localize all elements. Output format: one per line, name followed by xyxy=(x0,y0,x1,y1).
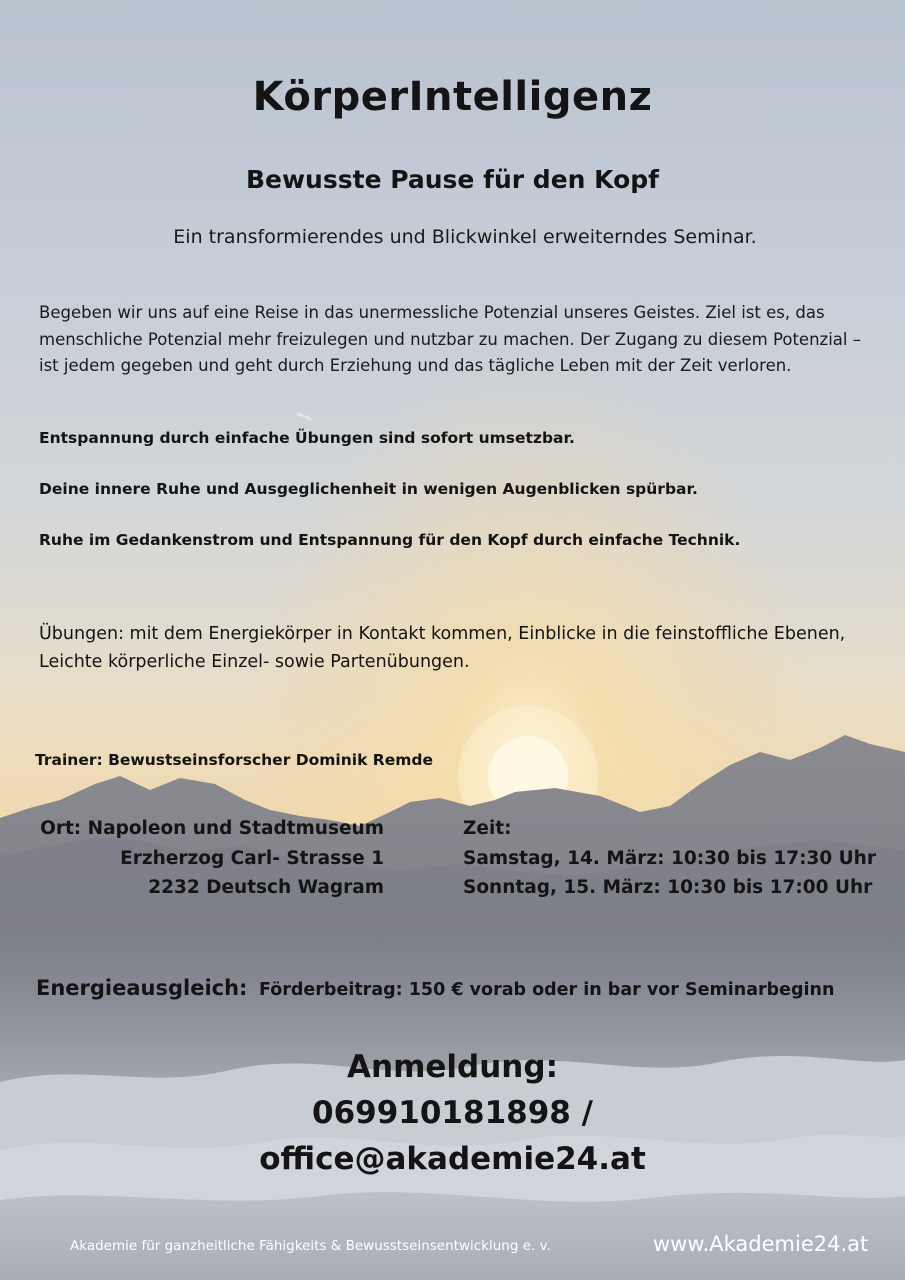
tagline: Ein transformierendes und Blickwinkel erweiterndes Seminar. xyxy=(173,226,757,248)
footer-organization: Akademie für ganzheitliche Fähigkeits & Bewusstseinsentwicklung e. v. xyxy=(70,1238,551,1254)
highlight-line: Ruhe im Gedankenstrom und Entspannung für den Kopf durch einfache Technik. xyxy=(39,531,741,549)
signup-email[interactable]: office@akademie24.at xyxy=(259,1141,646,1177)
time-block xyxy=(463,814,876,903)
subtitle: Bewusste Pause für den Kopf xyxy=(245,165,660,194)
location-street: Erzherzog Carl- Strasse 1 xyxy=(120,847,384,869)
time-label: Zeit: xyxy=(463,818,512,839)
pricing-label: Energieausgleich: xyxy=(36,976,248,1000)
location-block xyxy=(20,814,384,903)
highlight-line: Deine innere Ruhe und Ausgeglichenheit in wenigen Augenblicken spürbar. xyxy=(39,480,698,498)
intro-paragraph: Begeben wir uns auf eine Reise in das unermessliche Potenzial unseres Geistes. Ziel ist es, das menschliche Potenzial mehr freizulegen und nutzbar zu machen. Der Zugang zu diesem Potenzial – ist jedem gegeben und geht durch Erziehung und das tägliche Leben mit der Zeit verloren. xyxy=(39,303,861,375)
signup-phone[interactable]: 069910181898 / xyxy=(312,1095,593,1131)
signup-block xyxy=(0,1044,905,1182)
time-day-1: Samstag, 14. März: 10:30 bis 17:30 Uhr xyxy=(463,847,876,869)
exercises-paragraph: Übungen: mit dem Energiekörper in Kontakt kommen, Einblicke in die feinstoffliche Ebenen, Leichte körperliche Einzel- sowie Partenübungen. xyxy=(39,624,846,672)
footer-website-link[interactable]: www.Akademie24.at xyxy=(653,1232,869,1256)
trainer-info: Trainer: Bewustseinsforscher Dominik Remde xyxy=(35,751,433,769)
page-title: KörperIntelligenz xyxy=(252,74,653,120)
pricing-text: Förderbeitrag: 150 € vorab oder in bar vor Seminarbeginn xyxy=(259,980,835,1000)
signup-heading: Anmeldung: xyxy=(347,1049,558,1085)
highlight-line: Entspannung durch einfache Übungen sind sofort umsetzbar. xyxy=(39,429,575,447)
location-city: 2232 Deutsch Wagram xyxy=(148,877,384,898)
time-day-2: Sonntag, 15. März: 10:30 bis 17:00 Uhr xyxy=(463,877,873,898)
location-name: Ort: Napoleon und Stadtmuseum xyxy=(40,818,384,839)
